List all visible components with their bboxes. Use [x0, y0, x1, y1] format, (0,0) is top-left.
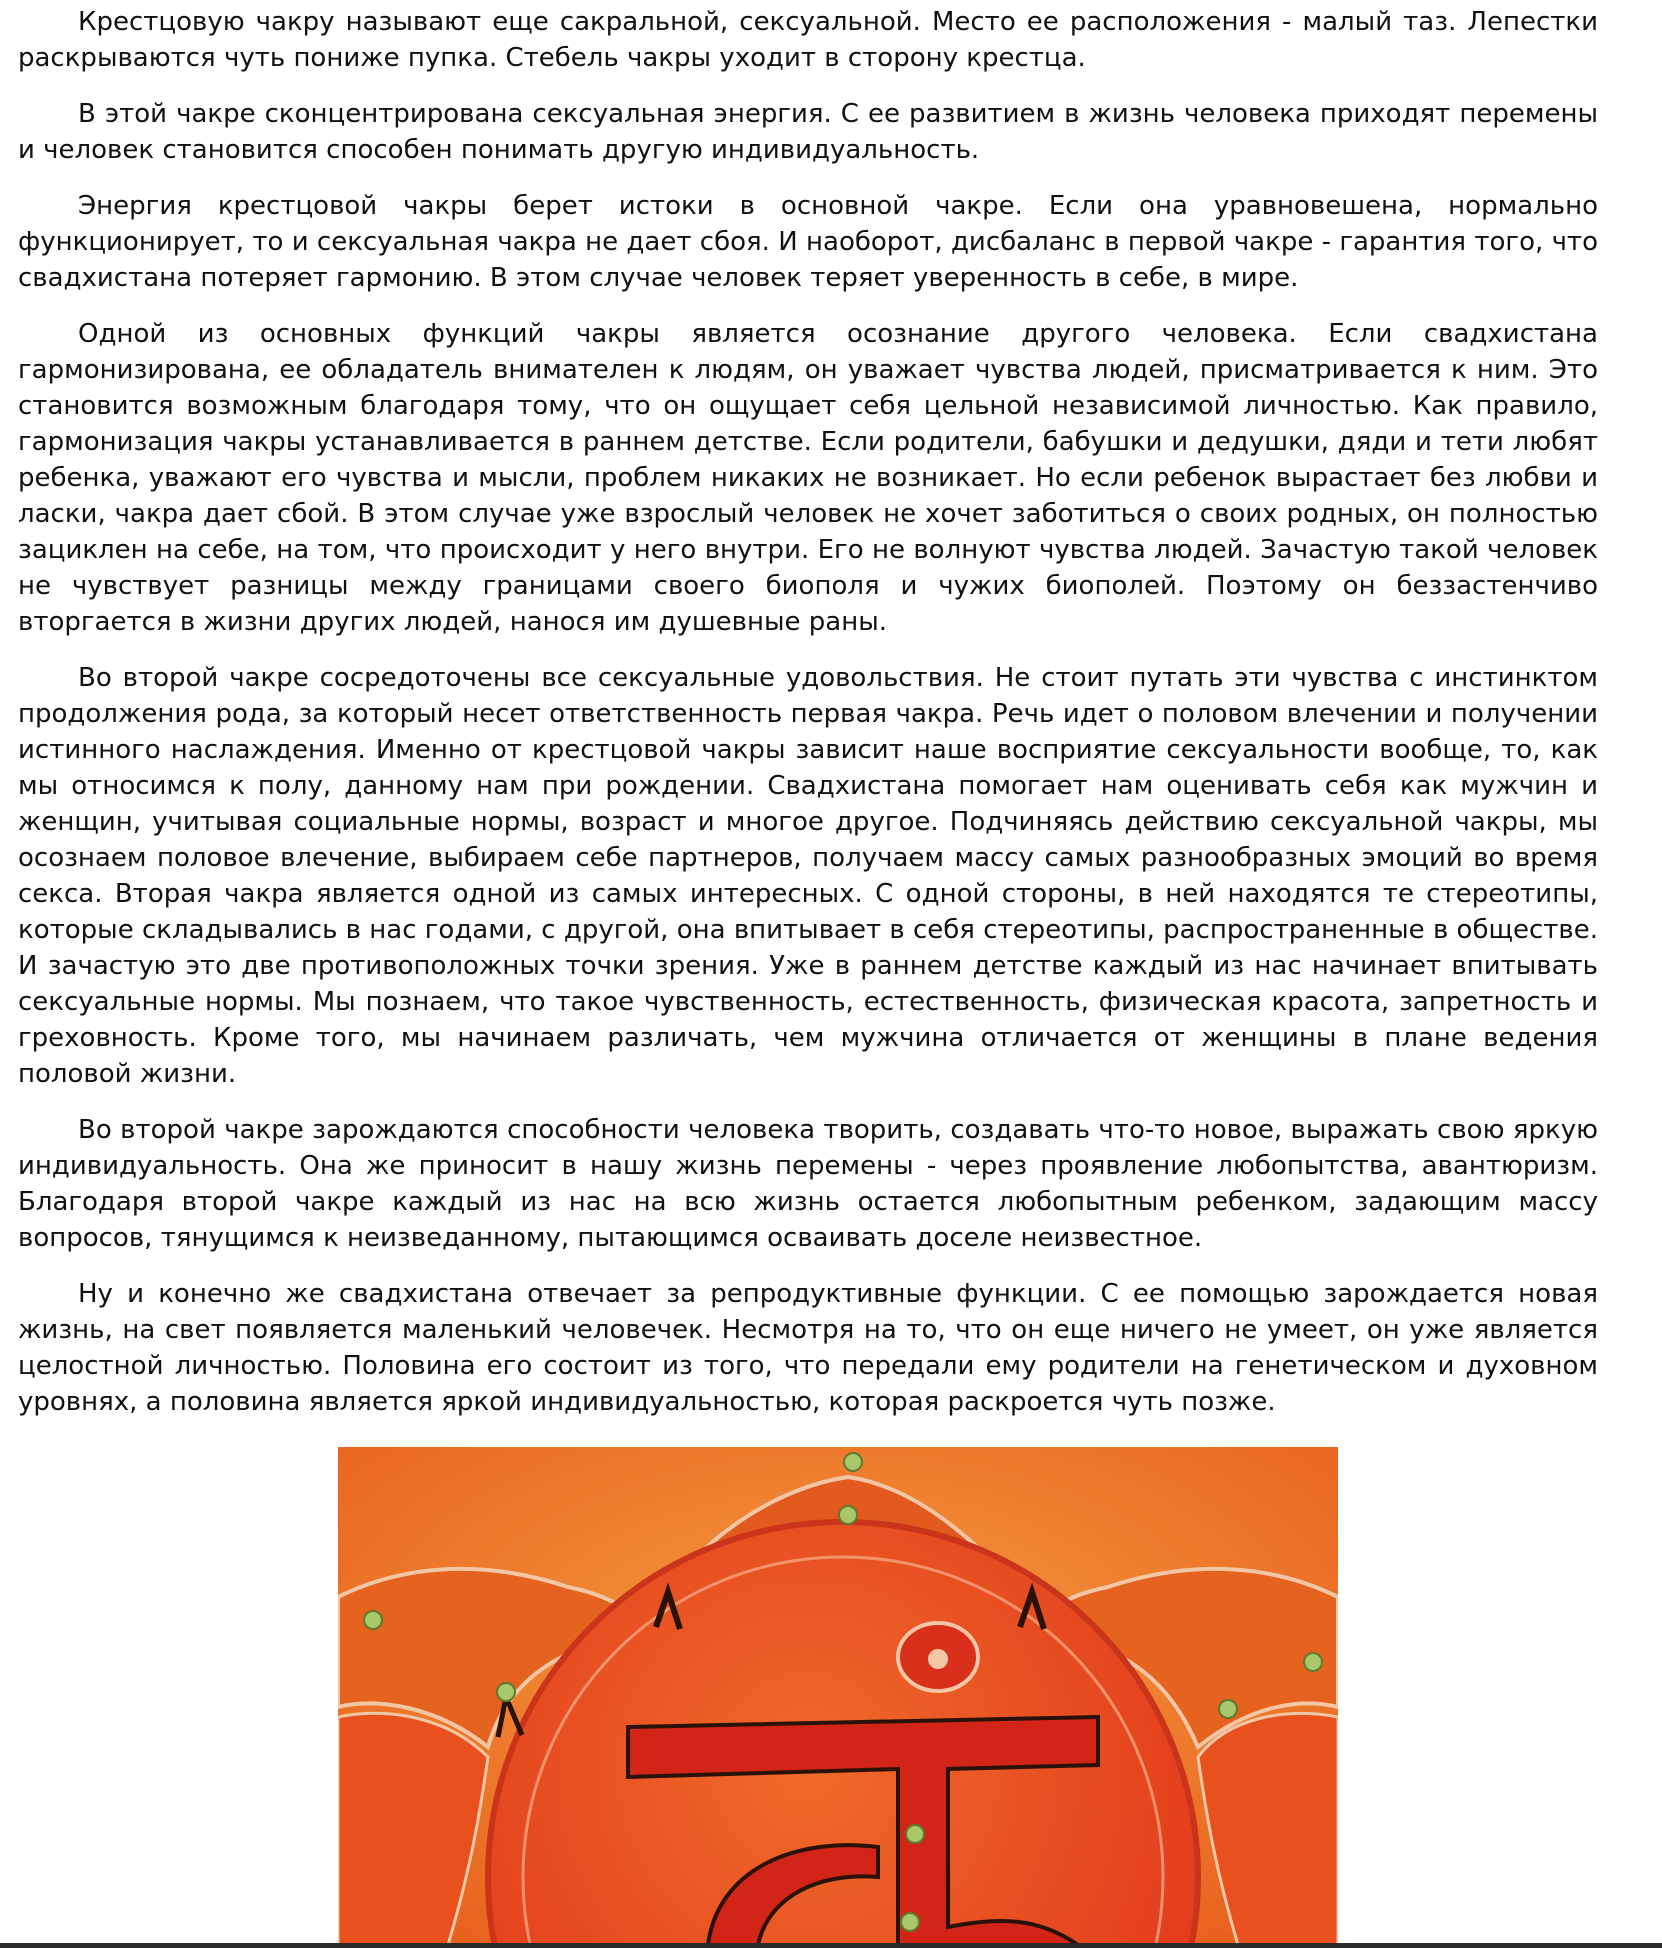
bead: [906, 1825, 924, 1843]
bead: [901, 1913, 919, 1931]
article-paragraph: Ну и конечно же свадхистана отвечает за репродуктивные функции. С ее помощью зарождается новая жизнь, на свет появляется маленький человечек. Несмотря на то, что он еще ничего не умеет, он уже является целостной личностью. Половина его состоит из того, что передали ему родители на генетическом и духовном уровнях, а половина является яркой индивидуальностью, которая раскроется чуть позже.: [18, 1279, 1598, 1417]
bottom-divider: [0, 1943, 1662, 1948]
bead: [1219, 1700, 1237, 1718]
bead: [844, 1453, 862, 1471]
article-paragraph: Одной из основных функций чакры является осознание другого человека. Если свадхистана гармонизирована, ее обладатель внимателен к людям, он уважает чувства людей, присматривается к ним. Это становится возможным благодаря тому, что он ощущает себя цельной независимой личностью. Как правило, гармонизация чакры устанавливается в раннем детстве. Если родители, бабушки и дедушки, дяди и тети любят ребенка, уважают его чувства и мысли, проблем никаких не возникает. Но если ребенок вырастает без любви и ласки, чакра дает сбой. В этом случае уже взрослый человек не хочет заботиться о своих родных, он полностью зациклен на себе, на том, что происходит у него внутри. Его не волнуют чувства людей. Зачастую такой человек не чувствует разницы между границами своего биополя и чужих биополей. Поэтому он беззастенчиво вторгается в жизни других людей, нанося им душевные раны.: [18, 319, 1598, 637]
bead: [839, 1506, 857, 1524]
bead: [497, 1683, 515, 1701]
chakra-illustration: [338, 1447, 1338, 1945]
article-paragraph: В этой чакре сконцентрирована сексуальная энергия. С ее развитием в жизнь человека приходят перемены и человек становится способен понимать другую индивидуальность.: [18, 99, 1598, 165]
article-paragraph: Во второй чакре зарождаются способности человека творить, создавать что-то новое, выражать свою яркую индивидуальность. Она же приносит в нашу жизнь перемены - через проявление любопытства, авантюризм. Благодаря второй чакре каждый из нас на всю жизнь остается любопытным ребенком, задающим массу вопросов, тянущимся к неизведанному, пытающимся осваивать доселе неизвестное.: [18, 1115, 1598, 1253]
bead: [1304, 1653, 1322, 1671]
article-paragraph: Энергия крестцовой чакры берет истоки в основной чакре. Если она уравновешена, нормально функционирует, то и сексуальная чакра не дает сбоя. И наоборот, дисбаланс в первой чакре - гарантия того, что свадхистана потеряет гармонию. В этом случае человек теряет уверенность в себе, в мире.: [18, 191, 1598, 293]
article-paragraph: Крестцовую чакру называют еще сакральной, сексуальной. Место ее расположения - малый таз. Лепестки раскрываются чуть пониже пупка. Стебель чакры уходит в сторону крестца.: [18, 7, 1598, 73]
bead: [364, 1611, 382, 1629]
chakra-painting: [338, 1447, 1338, 1945]
article-paragraph: Во второй чакре сосредоточены все сексуальные удовольствия. Не стоит путать эти чувства с инстинктом продолжения рода, за который несет ответственность первая чакра. Речь идет о половом влечении и получении истинного наслаждения. Именно от крестцовой чакры зависит наше восприятие сексуальности вообще, то, как мы относимся к полу, данному нам при рождении. Свадхистана помогает нам оценивать себя как мужчин и женщин, учитывая социальные нормы, возраст и многое другое. Подчиняясь действию сексуальной чакры, мы осознаем половое влечение, выбираем себе партнеров, получаем массу самых разнообразных эмоций во время секса. Вторая чакра является одной из самых интересных. С одной стороны, в ней находятся те стереотипы, которые складывались в нас годами, с другой, она впитывает в себя стереотипы, распространенные в обществе. И зачастую это две противоположных точки зрения. Уже в раннем детстве каждый из нас начинает впитывать сексуальные нормы. Мы познаем, что такое чувственность, естественность, физическая красота, запретность и греховность. Кроме того, мы начинаем различать, чем мужчина отличается от женщины в плане ведения половой жизни.: [18, 663, 1598, 1089]
article-body: [18, 4, 1598, 1440]
